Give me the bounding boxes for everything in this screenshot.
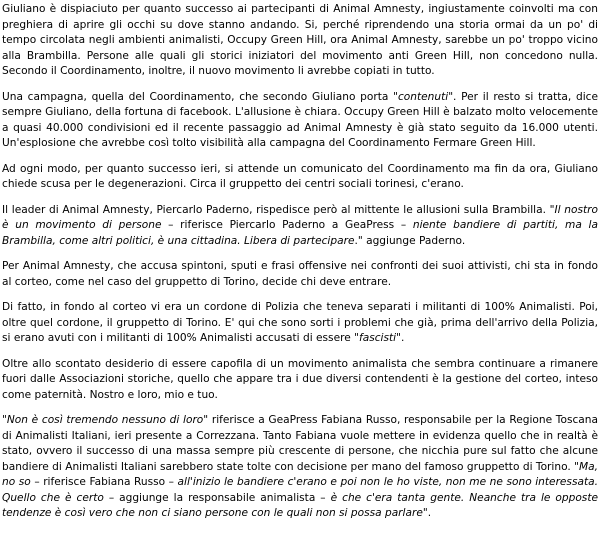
article-paragraph	[2, 2, 598, 80]
article-paragraph	[2, 357, 598, 404]
article-paragraph	[2, 300, 598, 347]
italic-quote-text: all'inizio le bandiere c'erano e poi non le ho viste, non me ne sono interessata. Quello che è certo	[2, 476, 598, 504]
paragraph-text: " riferisce a GeaPress Fabiana Russo, responsabile per la Regione Toscana di Animalisti Italiani, ieri presente a Correzzana. Tanto Fabiana vuole mettere in evidenza quello che in realtà è stato, ovvero il successo di una massa sempre più crescente di persone, che nicchia pure sul fatto che alcune bandiere di Animalisti Italiani sarebbero state tolte con decisione per mano del famoso gruppetto di Torino. "	[2, 414, 598, 473]
paragraph-text: Il leader di Animal Amnesty, Piercarlo Paderno, rispedisce però al mittente le allusioni sulla Brambilla. "	[2, 203, 555, 216]
paragraph-text: – aggiunge la responsabile animalista –	[103, 491, 331, 504]
paragraph-text: ".	[422, 507, 432, 519]
italic-quote-text: Il nostro è un movimento di persone	[2, 203, 598, 231]
paragraph-text: Una campagna, quella del Coordinamento, che secondo Giuliano porta "	[2, 90, 398, 103]
italic-quote-text: contenuti	[397, 90, 449, 103]
paragraph-text: Giuliano è dispiaciuto per quanto successo ai partecipanti di Animal Amnesty, ingiustamente coinvolti ma con preghiera di aprire gli occhi su dove stanno andando. Si, perché riprendendo una storia ormai da un po' di tempo circolata negli ambienti animalisti, Occupy Green Hill, ora Animal Amnesty, sarebbe un po' troppo vicino alla Brambilla. Persone alle quali gli storici iniziatori del movimento anti Green Hill, non concedono nulla. Secondo il Coordinamento, inoltre, il nuovo movimento li avrebbe copiati in tutto.	[2, 3, 598, 77]
article-paragraph	[2, 90, 598, 152]
paragraph-text: – riferisce Fabiana Russo –	[30, 476, 178, 488]
italic-quote-text: è che c'era tanta gente. Neanche tra le opposte tendenze è così vero che non ci siano persone con le quali non si possa parlare	[2, 491, 599, 519]
italic-quote-text: niente bandiere di partiti, ma la Brambilla, come altri politici, è una cittadina. Libera di partecipare	[2, 219, 598, 247]
paragraph-text: ". Per il resto si tratta, dice sempre Giuliano, della fortuna di facebook. L'allusione è chiara. Occupy Green Hill è balzato molto velocemente a quasi 40.000 condivisioni ed il recente passaggio ad Animal Amnesty è già stato seguito da 16.000 utenti. Un'esplosione che avrebbe così tolto visibilità alla campagna del Coordinamento Fermare Green Hill.	[2, 90, 598, 149]
paragraph-text: Ad ogni modo, per quanto successo ieri, si attende un comunicato del Coordinamento ma fin da ora, Giuliano chiede scusa per le degenerazioni. Circa il gruppetto dei centri sociali torinesi, c'erano.	[2, 162, 598, 190]
italic-quote-text: Ma, no so	[2, 460, 598, 488]
article-paragraph	[2, 413, 598, 522]
paragraph-text: – riferisce Piercarlo Paderno a GeaPress –	[161, 219, 413, 231]
paragraph-text: Per Animal Amnesty, che accusa spintoni, sputi e frasi offensive nei confronti dei suoi attivisti, chi sta in fondo al corteo, come nel caso del gruppetto di Torino, decide chi deve entrare.	[2, 260, 598, 288]
article-paragraph	[2, 203, 598, 250]
paragraph-text: ." aggiunge Paderno.	[354, 234, 466, 247]
paragraph-text: Di fatto, in fondo al corteo vi era un cordone di Polizia che teneva separati i militanti di 100% Animalisti. Poi, oltre quel cordone, il gruppetto di Torino. E' qui che sono sorti i problemi che già, prima dell'arrivo della Polizia, si erano avuti con i militanti di 100% Animalisti accusati di essere "	[2, 301, 598, 344]
paragraph-text: ".	[396, 332, 405, 344]
paragraph-text: "	[2, 414, 7, 426]
article-body	[2, 2, 598, 532]
italic-quote-text: fascisti	[358, 332, 397, 344]
paragraph-text: Oltre allo scontato desiderio di essere capofila di un movimento animalista che sembra continuare a rimanere fuori dalle Associazioni storiche, quello che appare tra i due diversi contendenti è la gestione del corteo, inteso come paternità. Nostro e loro, mio e tuo.	[2, 357, 598, 401]
italic-quote-text: Non è così tremendo nessuno di loro	[6, 414, 204, 426]
article-paragraph	[2, 259, 598, 290]
article-paragraph	[2, 162, 598, 193]
